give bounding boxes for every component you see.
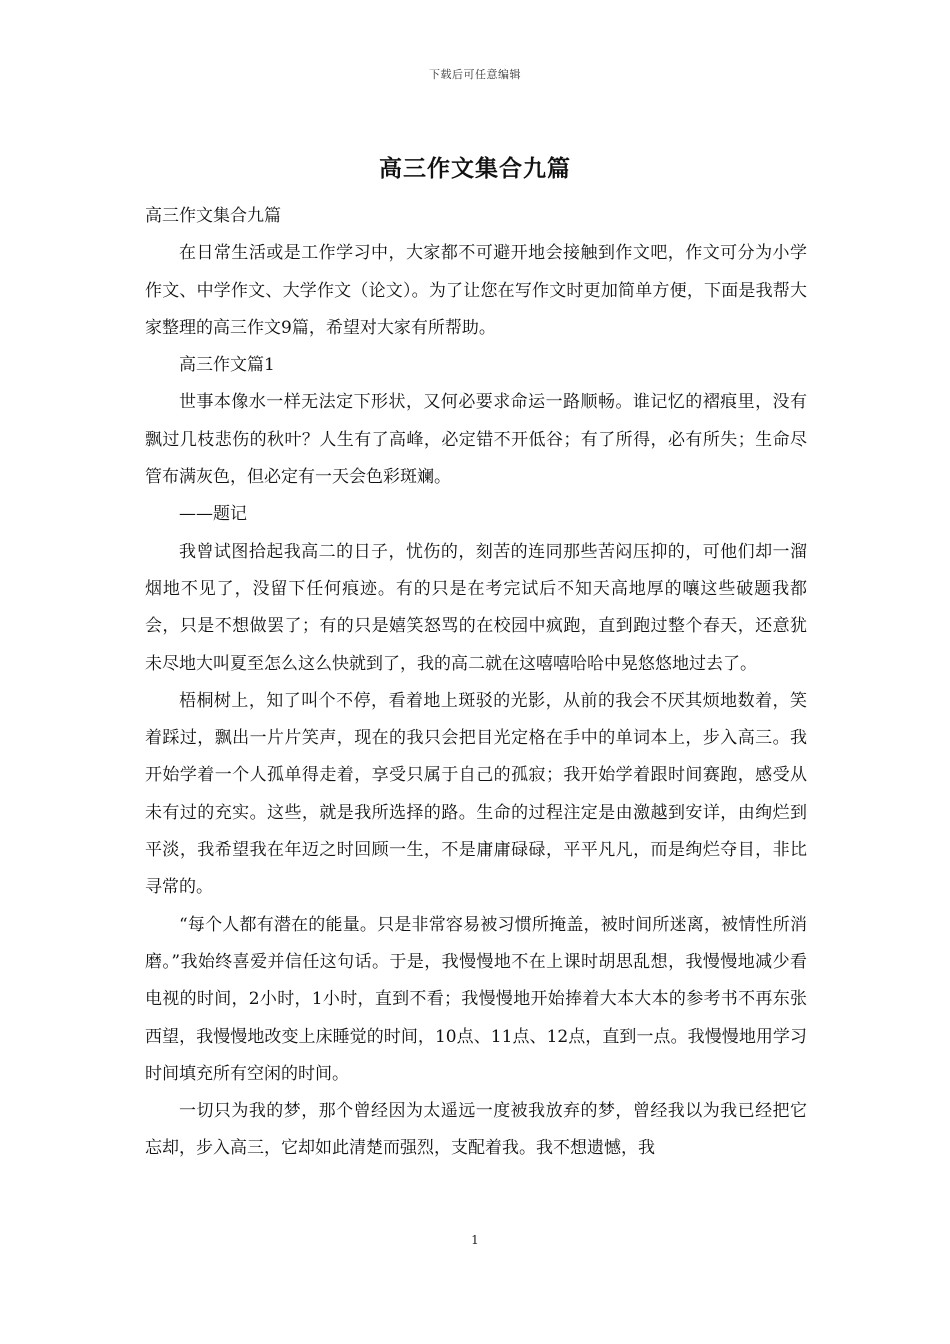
subtitle-paragraph: 高三作文集合九篇	[145, 206, 281, 226]
document-body	[145, 198, 807, 1168]
body-paragraph: 我曾试图拾起我高二的日子，忧伤的，刻苦的连同那些苦闷压抑的，可他们却一溜烟地不见了，没留下任何痕迹。有的只是在考完试后不知天高地厚的嚷这些破题我都会，只是不想做罢了；有的只是嬉笑怒骂的在校园中疯跑，直到跑过整个春天，还意犹未尽地大叫夏至怎么这么快就到了，我的高二就在这嘻嘻哈哈中晃悠悠地过去了。	[145, 541, 807, 674]
intro-paragraph: 在日常生活或是工作学习中，大家都不可避开地会接触到作文吧，作文可分为小学作文、中学作文、大学作文（论文）。为了让您在写作文时更加简单方便，下面是我帮大家整理的高三作文9篇，希望对大家有所帮助。	[145, 243, 807, 338]
document-title: 高三作文集合九篇	[379, 156, 571, 182]
header-note: 下载后可任意编辑	[429, 68, 521, 81]
body-paragraph: 梧桐树上，知了叫个不停，看着地上斑驳的光影，从前的我会不厌其烦地数着，笑着踩过，飘出一片片笑声，现在的我只会把目光定格在手中的单词本上，步入高三。我开始学着一个人孤单得走着，享受只属于自己的孤寂；我开始学着跟时间赛跑，感受从未有过的充实。这些，就是我所选择的路。生命的过程注定是由激越到安详，由绚烂到平淡，我希望我在年迈之时回顾一生，不是庸庸碌碌，平平凡凡，而是绚烂夺目，非比寻常的。	[145, 690, 807, 898]
body-paragraph: “每个人都有潜在的能量。只是非常容易被习惯所掩盖，被时间所迷离，被情性所消磨。”我始终喜爱并信任这句话。于是，我慢慢地不在上课时胡思乱想，我慢慢地减少看电视的时间，2小时，1小时，直到不看；我慢慢地开始捧着大本大本的参考书不再东张西望，我慢慢地改变上床睡觉的时间，10点、11点、12点，直到一点。我慢慢地用学习时间填充所有空闲的时间。	[145, 914, 807, 1084]
epigraph-attribution: ——题记	[179, 504, 247, 525]
section-heading: 高三作文篇1	[179, 355, 275, 376]
epigraph-paragraph: 世事本像水一样无法定下形状，又何必要求命运一路顺畅。谁记忆的褶痕里，没有飘过几枝悲伤的秋叶？人生有了高峰，必定错不开低谷；有了所得，必有所失；生命尽管布满灰色，但必定有一天会色彩斑斓。	[145, 392, 807, 488]
page-number: 1	[471, 1233, 479, 1247]
body-paragraph: 一切只为我的梦，那个曾经因为太遥远一度被我放弃的梦，曾经我以为我已经把它忘却，步入高三，它却如此清楚而强烈，支配着我。我不想遗憾，我	[145, 1101, 807, 1159]
